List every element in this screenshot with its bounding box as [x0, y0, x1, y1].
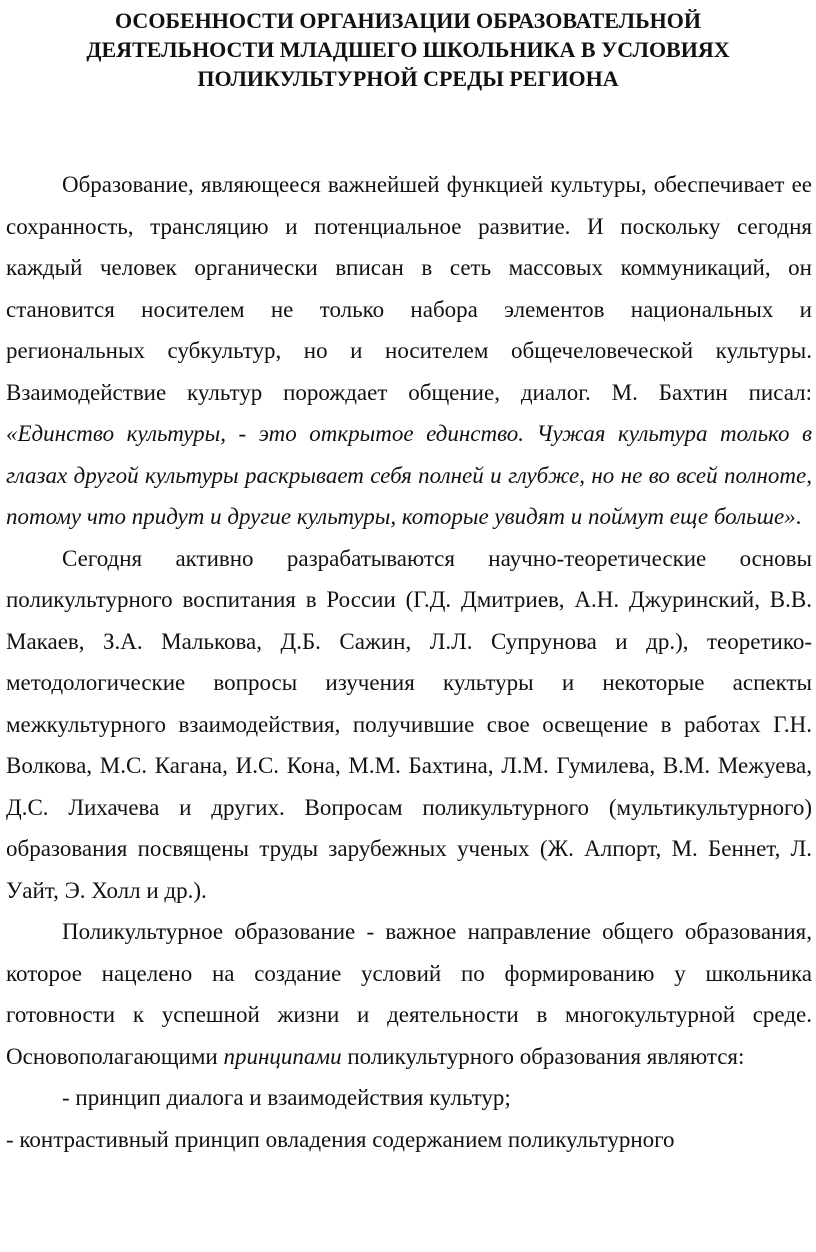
title-line-3: ПОЛИКУЛЬТУРНОЙ СРЕДЫ РЕГИОНА: [197, 66, 619, 91]
paragraph-3-text: Поликультурное образование - важное направление общего образования, которое нацелено на создание условий по формированию у школьника готовности к успешной жизни и деятельности в многокультурной среде. Основополагающими: [6, 919, 812, 1069]
list-item-1: [6, 1077, 812, 1119]
list-item-2-text: - контрастивный принцип овладения содержанием поликультурного: [6, 1126, 675, 1152]
list-item-2: [6, 1119, 812, 1161]
bakhtin-quote: «Единство культуры, - это открытое единство. Чужая культура только в глазах другой культуры раскрывает себя полней и глубже, но не во всей полноте, потому что придут и другие культуры, которые увидят и поймут еще больше»: [6, 421, 812, 529]
paragraph-1: [6, 164, 812, 538]
principles-emphasis: принципами: [223, 1043, 342, 1069]
paragraph-3: [6, 911, 812, 1077]
title-line-2: ДЕЯТЕЛЬНОСТИ МЛАДШЕГО ШКОЛЬНИКА В УСЛОВИЯХ: [86, 37, 730, 62]
paragraph-2: [6, 538, 812, 912]
paragraph-1-end: .: [795, 504, 802, 529]
paragraph-3-end: поликультурного образования являются:: [341, 1043, 745, 1069]
paragraph-2-text: Сегодня активно разрабатываются научно-теоретические основы поликультурного воспитания в России (Г.Д. Дмитриев, А.Н. Джуринский, В.В. Макаев, З.А. Малькова, Д.Б. Сажин, Л.Л. Супрунова и др.), теоретико-методологические вопросы изучения культуры и некоторые аспекты межкультурного взаимодействия, получившие свое освещение в работах Г.Н. Волкова, М.С. Кагана, И.С. Кона, М.М. Бахтина, Л.М. Гумилева, В.М. Межуева, Д.С. Лихачева и других. Вопросам поликультурного (мультикультурного) образования посвящены труды зарубежных ученых (Ж. Алпорт, М. Беннет, Л. Уайт, Э. Холл и др.).: [6, 545, 812, 903]
title-line-1: ОСОБЕННОСТИ ОРГАНИЗАЦИИ ОБРАЗОВАТЕЛЬНОЙ: [115, 8, 701, 33]
paragraph-1-text: Образование, являющееся важнейшей функцией культуры, обеспечивает ее сохранность, трансляцию и потенциальное развитие. И поскольку сегодня каждый человек органически вписан в сеть массовых коммуникаций, он становится носителем не только набора элементов национальных и региональных субкультур, но и носителем общечеловеческой культуры. Взаимодействие культур порождает общение, диалог. М. Бахтин писал:: [6, 172, 812, 405]
document-body: [6, 164, 812, 1160]
document-title: [20, 6, 796, 93]
list-item-1-text: - принцип диалога и взаимодействия культур;: [62, 1085, 511, 1110]
